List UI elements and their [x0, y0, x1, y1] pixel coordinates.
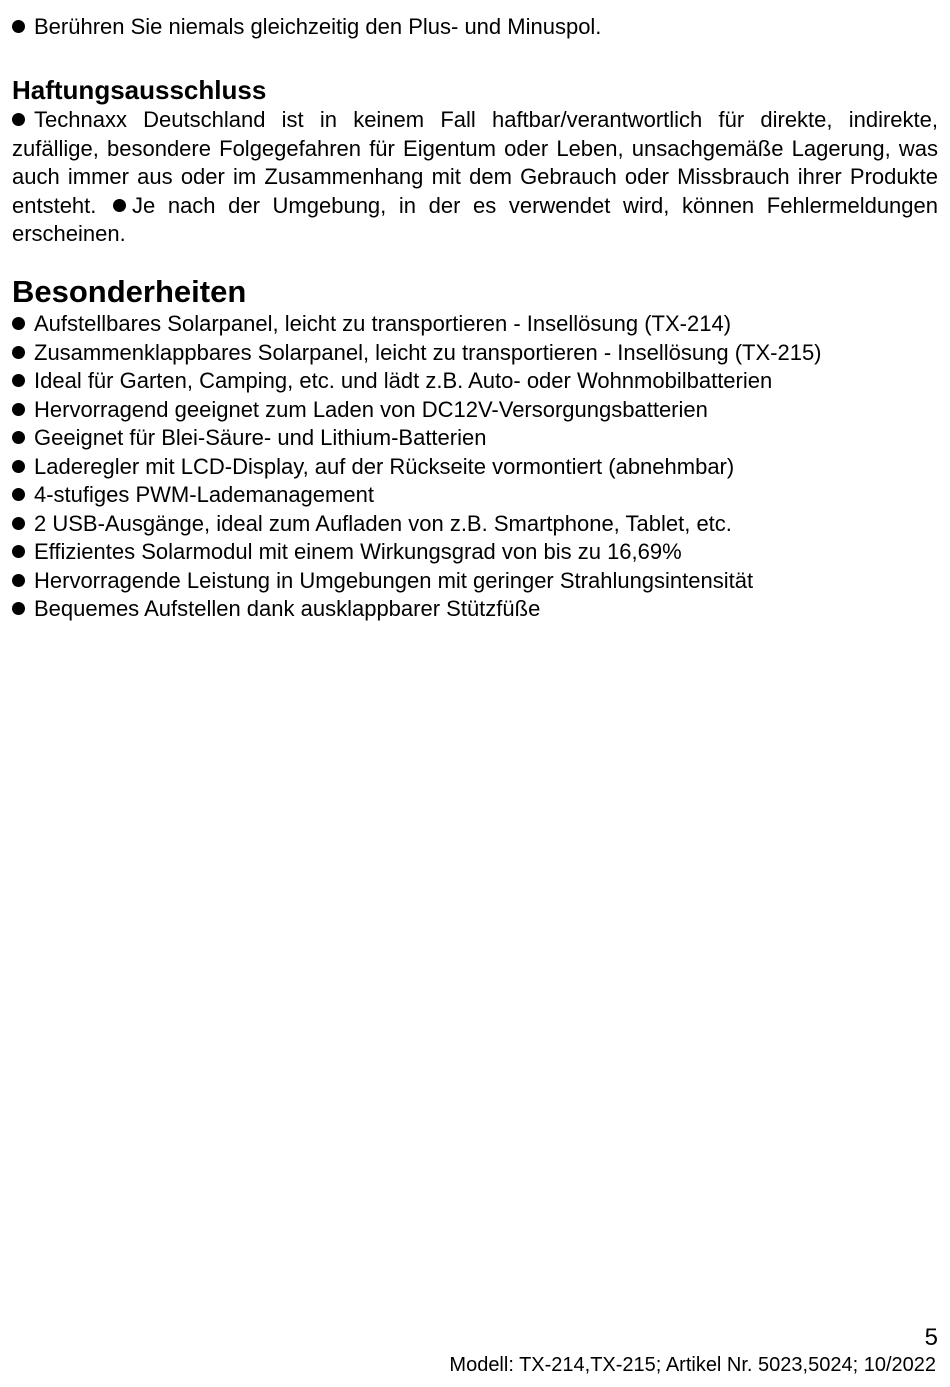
- feature-text: Zusammenklappbares Solarpanel, leicht zu transportieren - Insellösung (TX-215): [34, 339, 822, 365]
- feature-text: Hervorragende Leistung in Umgebungen mit geringer Strahlungsintensität: [34, 567, 754, 593]
- features-heading: Besonderheiten: [12, 274, 247, 309]
- feature-text: Bequemes Aufstellen dank ausklappbarer Stützfüße: [34, 596, 541, 621]
- features-list: [12, 310, 822, 624]
- bullet-icon: [12, 346, 25, 359]
- bullet-icon: [12, 517, 25, 530]
- disclaimer-paragraph: [12, 106, 938, 249]
- bullet-icon: [12, 460, 25, 473]
- bullet-icon: [12, 488, 25, 501]
- feature-text: 4-stufiges PWM-Lademanagement: [34, 482, 374, 507]
- feature-text: 2 USB-Ausgänge, ideal zum Aufladen von z.B. Smartphone, Tablet, etc.: [34, 510, 732, 536]
- list-item: [12, 510, 822, 539]
- bullet-icon: [12, 20, 25, 33]
- footer-model-info: Modell: TX-214,TX-215; Artikel Nr. 5023,5024; 10/2022: [449, 1354, 936, 1376]
- list-item: [12, 396, 822, 425]
- feature-text: Hervorragend geeignet zum Laden von DC12V-Versorgungsbatterien: [34, 396, 708, 422]
- list-item: [12, 538, 822, 567]
- feature-text: Geeignet für Blei-Säure- und Lithium-Batterien: [34, 425, 487, 450]
- feature-text: Laderegler mit LCD-Display, auf der Rückseite vormontiert (abnehmbar): [34, 453, 735, 479]
- bullet-icon: [12, 113, 25, 126]
- bullet-icon: [113, 199, 126, 212]
- bullet-icon: [12, 574, 25, 587]
- disclaimer-text-1: Technaxx Deutschland ist in keinem Fall haftbar/verantwortlich für direkte, indirekte, zufällige, besondere Folgegefahren für Eigentum oder Leben, unsachgemäße Lagerung, was auch immer aus oder im Zusammenhang mit dem Gebrauch oder Missbrauch ihrer Produkte entsteht.: [12, 107, 938, 218]
- bullet-icon: [12, 602, 25, 615]
- bullet-icon: [12, 545, 25, 558]
- disclaimer-heading: Haftungsausschluss: [12, 75, 267, 105]
- bullet-icon: [12, 374, 25, 387]
- bullet-icon: [12, 403, 25, 416]
- feature-text: Ideal für Garten, Camping, etc. und lädt z.B. Auto- oder Wohnmobilbatterien: [34, 368, 773, 393]
- safety-bullet-text: Berühren Sie niemals gleichzeitig den Plus- und Minuspol.: [34, 14, 602, 39]
- feature-text: Effizientes Solarmodul mit einem Wirkungsgrad von bis zu 16,69%: [34, 539, 682, 564]
- bullet-icon: [12, 431, 25, 444]
- list-item: [12, 453, 822, 482]
- list-item: [12, 310, 822, 339]
- feature-text: Aufstellbares Solarpanel, leicht zu transportieren - Insellösung (TX-214): [34, 311, 732, 336]
- list-item: [12, 367, 822, 396]
- page-number: 5: [924, 1324, 938, 1351]
- safety-bullet-item: [12, 13, 601, 42]
- list-item: [12, 424, 822, 453]
- list-item: [12, 567, 822, 596]
- list-item: [12, 339, 822, 368]
- list-item: [12, 595, 822, 624]
- disclaimer-text-2: Je nach der Umgebung, in der es verwendet wird, können Fehlermeldungen erscheinen.: [12, 192, 938, 246]
- list-item: [12, 481, 822, 510]
- bullet-icon: [12, 317, 25, 330]
